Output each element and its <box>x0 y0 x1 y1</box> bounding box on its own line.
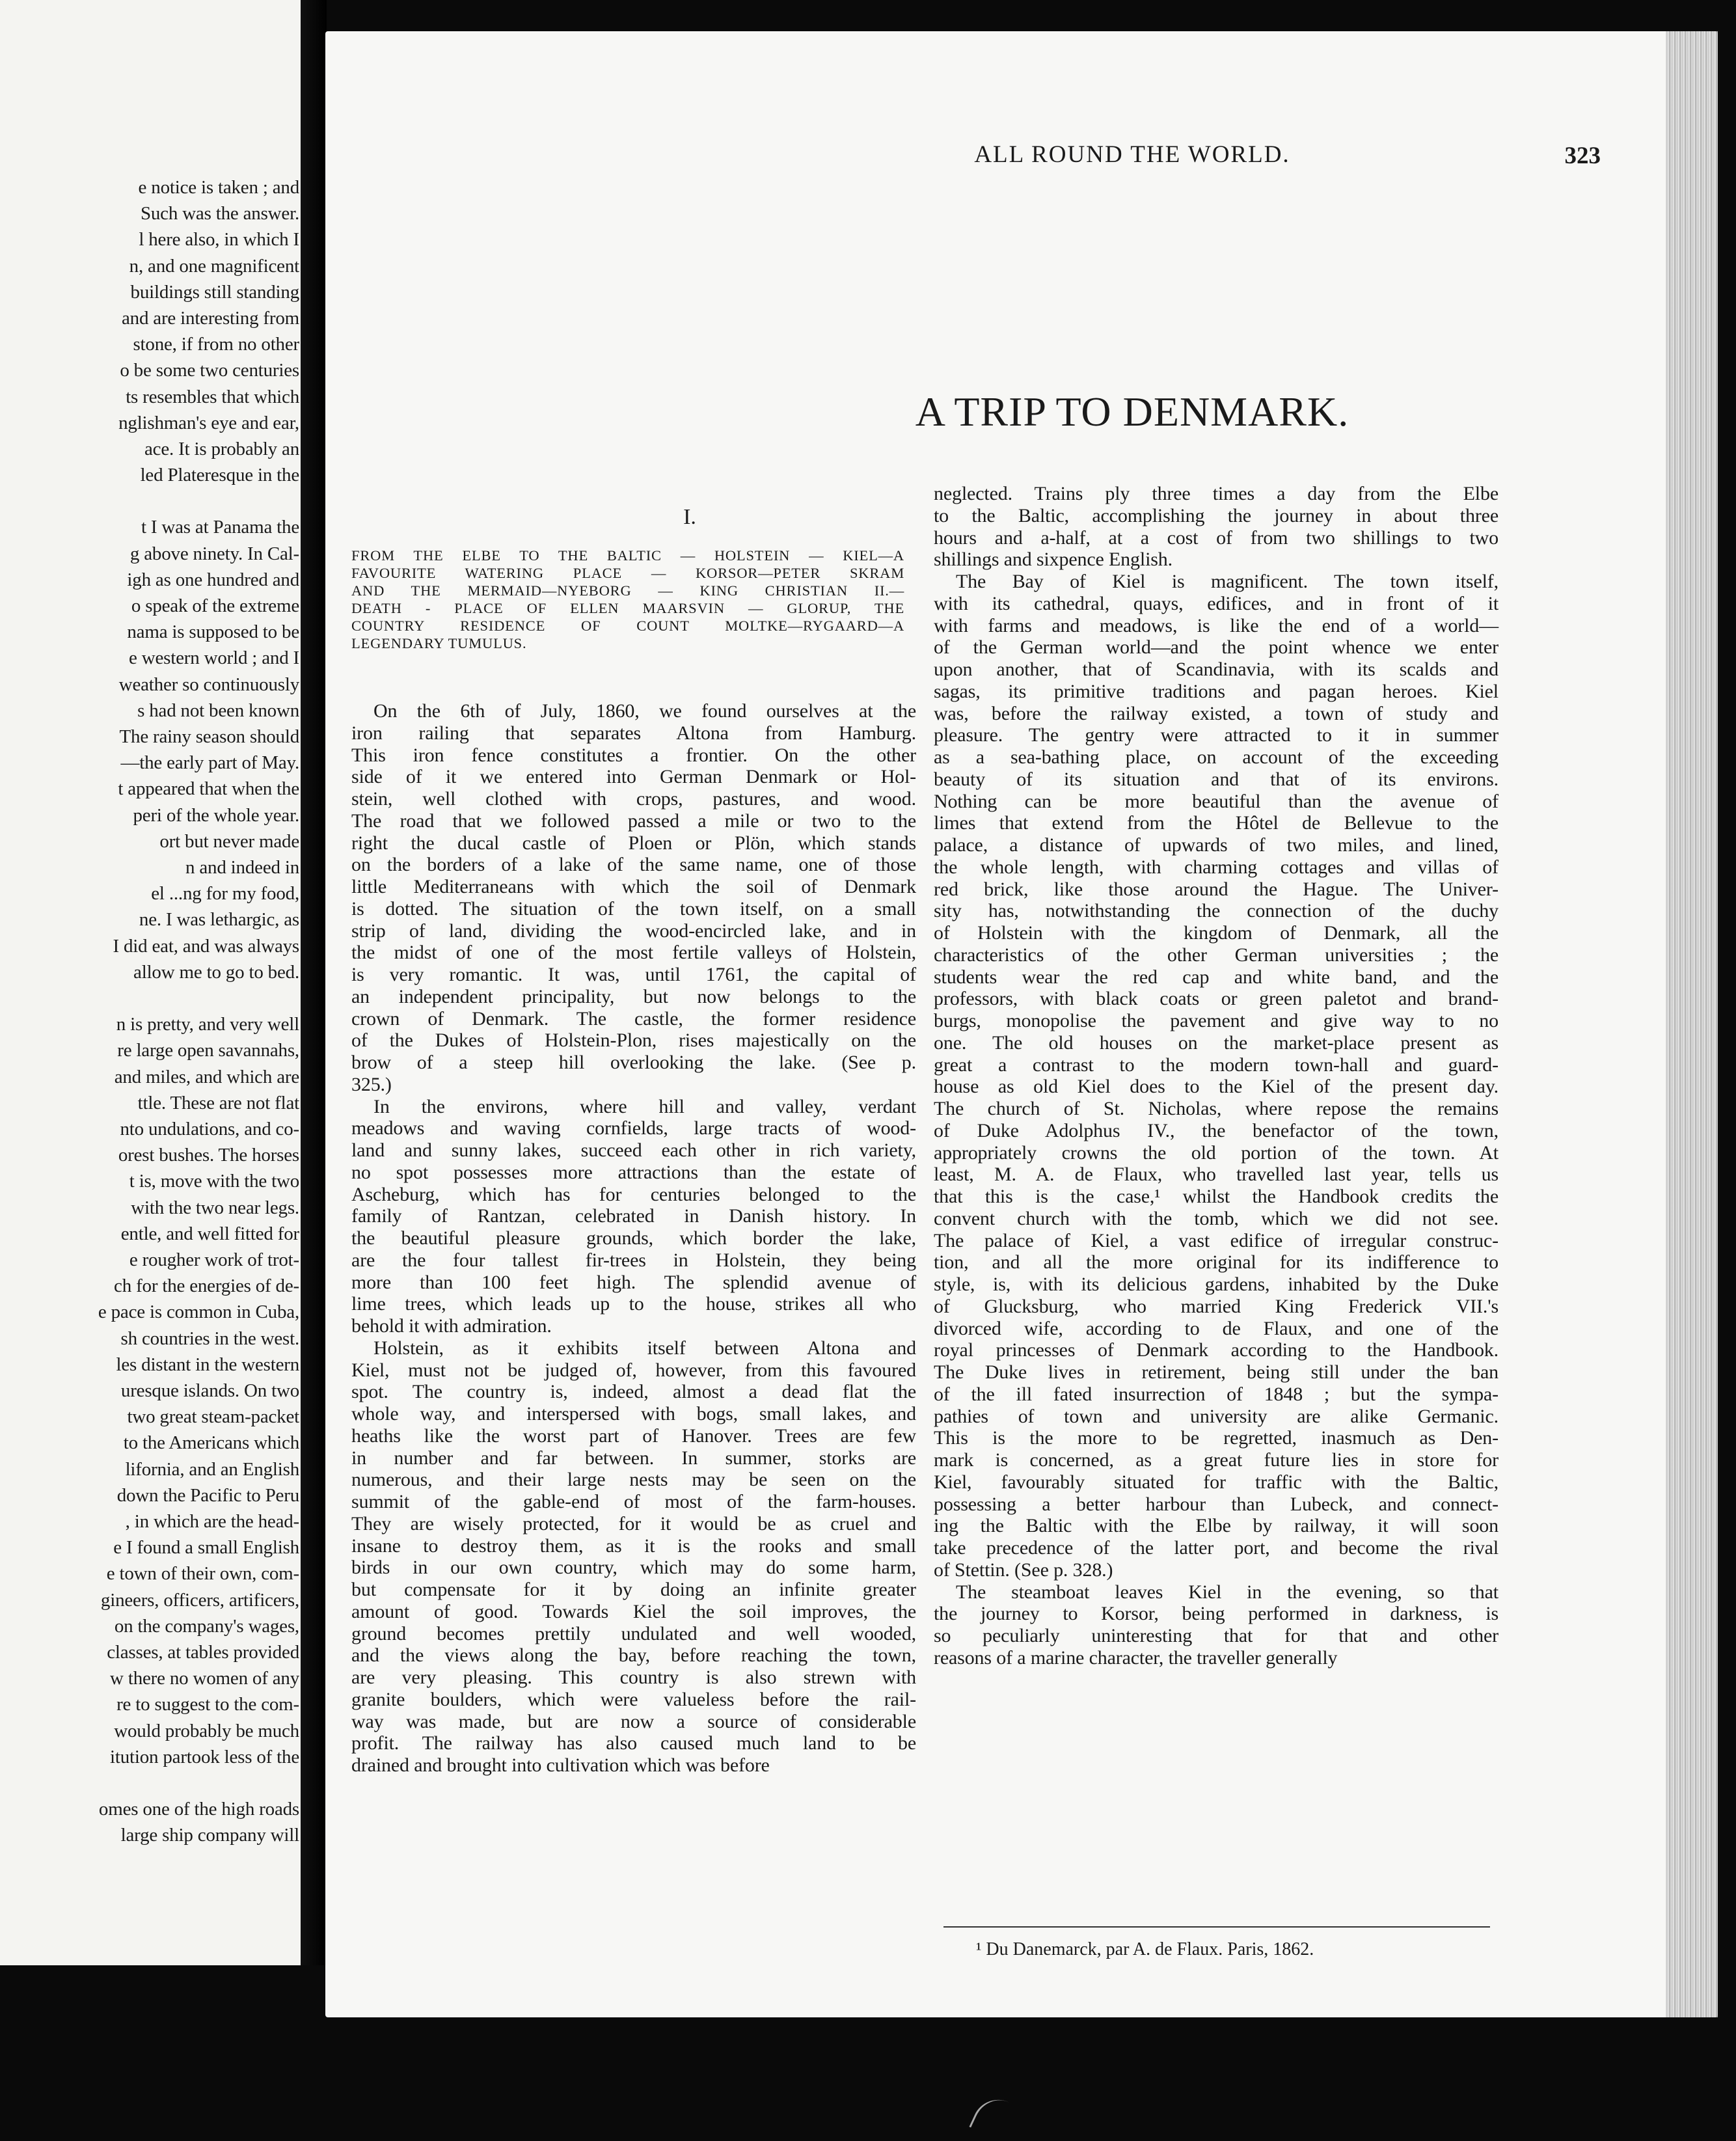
footnote-rule <box>943 1926 1490 1928</box>
text-line: meadows and waving cornfields, large tracts of wood- <box>351 1117 916 1139</box>
text-line: with farms and meadows, is like the end of a world— <box>934 614 1499 636</box>
text-line: upon another, that of Scandinavia, with its scalds and <box>934 659 1499 680</box>
text-line: l here also, in which I <box>139 229 299 251</box>
article-title: A TRIP TO DENMARK. <box>915 389 1349 435</box>
text-line: limes that extend from the Hôtel de Bellevue to the <box>934 812 1499 834</box>
text-line: down the Pacific to Peru <box>116 1484 299 1506</box>
text-line: n, and one magnificent <box>129 255 299 277</box>
text-line: sagas, its primitive traditions and pagan heroes. Kiel <box>934 680 1499 702</box>
text-line: characteristics of the other German universities ; the <box>934 944 1499 966</box>
text-line: COUNTRY RESIDENCE OF COUNT MOLTKE—RYGAARD—A <box>351 618 904 634</box>
text-line: Nothing can be more beautiful than the avenue of <box>934 790 1499 812</box>
text-line: house as old Kiel does to the Kiel of the present day. <box>934 1076 1499 1098</box>
text-line: numerous, and their large nests may be seen on the <box>351 1469 916 1491</box>
text-line: sh countries in the west. <box>120 1328 299 1349</box>
text-line: and are interesting from <box>121 308 299 329</box>
text-line: e notice is taken ; and <box>138 177 299 198</box>
text-line: n and indeed in <box>185 857 299 879</box>
text-line: hours and a-half, at a cost of from two shillings to two <box>934 526 1499 549</box>
text-line: omes one of the high roads <box>98 1798 299 1820</box>
text-line: s had not been known <box>137 700 299 721</box>
text-line: land and sunny lakes, succeed each other in rich variety, <box>351 1139 916 1161</box>
text-line: Kiel, must not be judged of, however, from this favoured <box>351 1359 916 1381</box>
text-line: , in which are the head- <box>125 1510 299 1532</box>
text-line: of Duke Adolphus IV., the benefactor of the town, <box>934 1119 1499 1141</box>
text-line: orest bushes. The horses <box>118 1145 299 1166</box>
text-column-right <box>934 483 1499 1669</box>
text-line: royal princesses of Denmark according to the Handbook. <box>934 1339 1499 1361</box>
text-line: lime trees, which leads up to the house, strikes all who <box>351 1293 916 1315</box>
text-line: iron railing that separates Altona from Hamburg. <box>351 722 916 744</box>
text-line: right the ducal castle of Ploen or Plön, which stands <box>351 832 916 854</box>
text-line: of Glucksburg, who married King Frederick VII.'s <box>934 1295 1499 1317</box>
text-line: g above ninety. In Cal- <box>129 543 299 564</box>
text-line <box>0 1770 299 1796</box>
book-page <box>325 31 1718 2017</box>
text-line: e western world ; and I <box>129 648 299 669</box>
text-line: of Holstein with the kingdom of Denmark, all the <box>934 922 1499 944</box>
text-line: neglected. Trains ply three times a day from the Elbe <box>934 483 1499 504</box>
text-line: tion, and all the more original for its indifference to <box>934 1251 1499 1274</box>
text-line: behold it with admiration. <box>351 1315 552 1337</box>
text-line: beauty of its situation and that of its environs. <box>934 768 1499 790</box>
text-line: is dotted. The situation of the town itself, on a small <box>351 897 916 920</box>
text-line: is very romantic. It was, until 1761, the capital of <box>351 964 916 985</box>
text-line: are very pleasing. This country is also strewn with <box>351 1667 916 1688</box>
text-line <box>0 985 299 1011</box>
page-number: 323 <box>1564 143 1601 169</box>
text-line: two great steam-packet <box>127 1406 299 1428</box>
text-line: on the borders of a lake of the same name, one of those <box>351 854 916 876</box>
text-line: e town of their own, com- <box>106 1563 299 1585</box>
text-line: weather so continuously <box>118 674 299 695</box>
text-line: The steamboat leaves Kiel in the evening, so that <box>956 1581 1499 1603</box>
previous-page-text <box>0 174 299 1848</box>
text-line: pathies of town and university are alike Germanic. <box>934 1405 1499 1427</box>
text-line: was, before the railway existed, a town of study and <box>934 702 1499 724</box>
text-line: igh as one hundred and <box>127 569 299 590</box>
text-line: re large open savannahs, <box>117 1040 299 1061</box>
text-line: pleasure. The gentry were attracted to it in summer <box>934 724 1499 746</box>
text-line: would probably be much <box>114 1720 299 1741</box>
text-line: I did eat, and was always <box>113 935 299 957</box>
text-line: In the environs, where hill and valley, verdant <box>373 1095 916 1117</box>
text-line: no spot possesses more attractions than the estate of <box>351 1161 916 1183</box>
text-line: and miles, and which are <box>114 1066 299 1087</box>
text-line: The palace of Kiel, a vast edifice of irregular construc- <box>934 1229 1499 1251</box>
text-line: t appeared that when the <box>118 778 299 800</box>
text-line: palace, a distance of upwards of two miles, and lined, <box>934 834 1499 856</box>
text-line: peri of the whole year. <box>133 804 299 826</box>
text-line: mark is concerned, as a great future lies in store for <box>934 1449 1499 1471</box>
text-line: with its cathedral, quays, edifices, and in front of it <box>934 592 1499 614</box>
text-line: Kiel, favourably situated for traffic with the Baltic, <box>934 1471 1499 1493</box>
text-line: heaths like the worst part of Hanover. Trees are few <box>351 1425 916 1447</box>
page-gutter <box>301 0 327 1965</box>
text-line: The Duke lives in retirement, being still under the ban <box>934 1361 1499 1383</box>
text-line: to the Baltic, accomplishing the journey in about three <box>934 504 1499 526</box>
text-line: insane to destroy them, as it is the rooks and small <box>351 1534 916 1557</box>
text-line: e pace is common in Cuba, <box>98 1302 299 1323</box>
text-line: and the views along the bay, before reaching the town, <box>351 1644 916 1667</box>
text-line: little Mediterraneans with which the soil of Denmark <box>351 876 916 897</box>
text-line: way was made, but are now a source of considerable <box>351 1710 916 1732</box>
text-line: but compensate for it by doing an infinite greater <box>351 1579 916 1600</box>
text-line: classes, at tables provided <box>107 1641 299 1663</box>
text-line: e I found a small English <box>113 1537 299 1559</box>
text-line: style, is, with its delicious gardens, inhabited by the Duke <box>934 1274 1499 1295</box>
text-line: least, M. A. de Flaux, who travelled last year, tells us <box>934 1164 1499 1186</box>
text-line: the journey to Korsor, being performed in darkness, is <box>934 1603 1499 1625</box>
text-line: shillings and sixpence English. <box>934 549 1173 571</box>
text-line: buildings still standing <box>130 281 299 303</box>
text-line: This is the more to be regretted, inasmuch as Den- <box>934 1427 1499 1449</box>
text-line: The Bay of Kiel is magnificent. The town itself, <box>956 571 1499 592</box>
text-line: to the Americans which <box>123 1432 299 1454</box>
text-line: of the German world—and the point whence we enter <box>934 636 1499 659</box>
text-line: stein, well clothed with crops, pastures, and wood. <box>351 788 916 810</box>
page-edge <box>1666 31 1718 2017</box>
previous-page <box>0 0 306 1965</box>
text-line: granite boulders, which were valueless before the rail- <box>351 1688 916 1710</box>
text-line: They are wisely protected, for it would be as cruel and <box>351 1512 916 1534</box>
text-line: more than 100 feet high. The splendid avenue of <box>351 1271 916 1293</box>
text-line: summit of the gable-end of most of the farm-houses. <box>351 1491 916 1512</box>
text-line: Holstein, as it exhibits itself between Altona and <box>373 1337 916 1359</box>
text-line: stone, if from no other <box>133 334 299 355</box>
text-line: Such was the answer. <box>140 203 299 225</box>
text-line: great a contrast to the modern town-hall and guard- <box>934 1054 1499 1076</box>
text-line: of Stettin. (See p. 328.) <box>934 1559 1113 1581</box>
text-line: the beautiful pleasure grounds, which border the lake, <box>351 1227 916 1249</box>
text-line: that this is the case,¹ whilst the Handbook credits the <box>934 1186 1499 1207</box>
text-line: family of Rantzan, celebrated in Danish history. In <box>351 1205 916 1227</box>
scan-mark <box>969 2092 1010 2139</box>
text-line: Ascheburg, which has for centuries belonged to the <box>351 1183 916 1205</box>
text-line: side of it we entered into German Denmark or Hol- <box>351 766 916 788</box>
text-line: brow of a steep hill overlooking the lake. (See p. <box>351 1052 916 1073</box>
text-line: les distant in the western <box>116 1354 299 1375</box>
text-line: in number and far between. In summer, storks are <box>351 1447 916 1469</box>
text-line: professors, with black coats or green paletot and brand- <box>934 988 1499 1010</box>
text-line: divorced wife, according to de Flaux, and one of the <box>934 1317 1499 1339</box>
text-line: whole way, and interspersed with bogs, small lakes, and <box>351 1403 916 1425</box>
text-line: re to suggest to the com- <box>116 1694 299 1715</box>
text-line: birds in our own country, which may do some harm, <box>351 1557 916 1579</box>
text-line: an independent principality, but now belongs to the <box>351 985 916 1007</box>
text-line: amount of good. Towards Kiel the soil improves, the <box>351 1600 916 1622</box>
text-line: The road that we followed passed a mile or two to the <box>351 810 916 832</box>
text-line: This iron fence constitutes a frontier. On the other <box>351 744 916 766</box>
text-line: nglishman's eye and ear, <box>118 412 299 433</box>
footnote: ¹ Du Danemarck, par A. de Flaux. Paris, 1862. <box>976 1939 1314 1959</box>
text-line: w there no women of any <box>110 1668 299 1689</box>
text-line: drained and brought into cultivation which was before <box>351 1754 770 1776</box>
text-line: o be some two centuries <box>120 360 299 381</box>
running-head: ALL ROUND THE WORLD. <box>974 141 1290 168</box>
text-line: itution partook less of the <box>109 1746 299 1767</box>
text-line: On the 6th of July, 1860, we found ourselves at the <box>373 700 916 722</box>
text-line: entle, and well fitted for <box>120 1223 299 1244</box>
text-line: The rainy season should <box>119 726 299 748</box>
text-line: red brick, like those around the Hague. The Univer- <box>934 878 1499 900</box>
text-line: o speak of the extreme <box>131 595 299 617</box>
text-line: take precedence of the latter port, and become the rival <box>934 1537 1499 1559</box>
text-line: —the early part of May. <box>120 752 299 774</box>
text-line: the whole length, with charming cottages and villas of <box>934 856 1499 878</box>
text-line: on the company's wages, <box>114 1615 299 1637</box>
text-line: FROM THE ELBE TO THE BALTIC — HOLSTEIN — KIEL—A <box>351 547 904 564</box>
text-line: el ...ng for my food, <box>151 883 299 905</box>
text-line: t is, move with the two <box>129 1171 299 1192</box>
text-line: nto undulations, and co- <box>120 1118 299 1139</box>
text-line: the midst of one of the most fertile valleys of Holstein, <box>351 942 916 964</box>
text-line <box>0 488 299 514</box>
section-numeral: I. <box>683 505 696 529</box>
text-line: are the four tallest fir-trees in Holstein, they being <box>351 1249 916 1271</box>
text-line: reasons of a marine character, the traveller generally <box>934 1646 1338 1669</box>
text-line: with the two near legs. <box>131 1197 299 1218</box>
text-line: 325.) <box>351 1073 392 1095</box>
text-line: ort but never made <box>159 830 299 852</box>
text-line: appropriately crowns the old portion of the town. At <box>934 1141 1499 1164</box>
text-line: allow me to go to bed. <box>133 961 299 983</box>
text-line: nama is supposed to be <box>127 621 299 643</box>
text-line: LEGENDARY TUMULUS. <box>351 635 527 651</box>
text-line: of the Dukes of Holstein-Plon, rises majestically on the <box>351 1030 916 1052</box>
text-line: n is pretty, and very well <box>116 1014 299 1035</box>
text-line: ace. It is probably an <box>144 439 299 460</box>
text-line: crown of Denmark. The castle, the former residence <box>351 1007 916 1030</box>
text-line: lifornia, and an English <box>125 1458 299 1480</box>
text-line: sity has, notwithstanding the connection of the duchy <box>934 900 1499 922</box>
text-line: possessing a better harbour than Lubeck, and connect- <box>934 1493 1499 1515</box>
text-line: led Plateresque in the <box>140 465 299 486</box>
text-line: DEATH - PLACE OF ELLEN MAARSVIN — GLORUP, THE <box>351 600 904 616</box>
text-line: t I was at Panama the <box>141 517 299 538</box>
text-line: convent church with the tomb, which we did not see. <box>934 1207 1499 1229</box>
text-line: ts resembles that which <box>126 386 299 407</box>
text-line: so peculiarly uninteresting that for that and other <box>934 1625 1499 1646</box>
text-line: ing the Baltic with the Elbe by railway, it will soon <box>934 1515 1499 1537</box>
text-line: students wear the red cap and white band, and the <box>934 966 1499 988</box>
text-line: of the ill fated insurrection of 1848 ; but the sympa- <box>934 1383 1499 1405</box>
text-line: e rougher work of trot- <box>129 1249 299 1270</box>
text-line: profit. The railway has also caused much land to be <box>351 1732 916 1754</box>
text-line: spot. The country is, indeed, almost a dead flat the <box>351 1381 916 1403</box>
text-line: ttle. These are not flat <box>137 1092 299 1113</box>
section-summary <box>351 547 904 652</box>
text-line: ch for the energies of de- <box>114 1275 299 1297</box>
text-line: large ship company will <box>120 1825 299 1846</box>
text-column-left <box>351 700 916 1777</box>
text-line: ne. I was lethargic, as <box>139 909 299 931</box>
text-line: The church of St. Nicholas, where repose the remains <box>934 1098 1499 1119</box>
text-line: uresque islands. On two <box>120 1380 299 1401</box>
text-line: one. The old houses on the market-place present as <box>934 1031 1499 1054</box>
text-line: burgs, monopolise the pavement and give way to no <box>934 1010 1499 1031</box>
text-line: gineers, officers, artificers, <box>100 1589 299 1611</box>
text-line: FAVOURITE WATERING PLACE — KORSOR—PETER SKRAM <box>351 565 904 581</box>
text-line: strip of land, dividing the wood-encircled lake, and in <box>351 920 916 942</box>
text-line: AND THE MERMAID—NYEBORG — KING CHRISTIAN II.— <box>351 582 904 599</box>
text-line: as a sea-bathing place, on account of the exceeding <box>934 746 1499 768</box>
text-line: ground becomes prettily undulated and well wooded, <box>351 1622 916 1644</box>
